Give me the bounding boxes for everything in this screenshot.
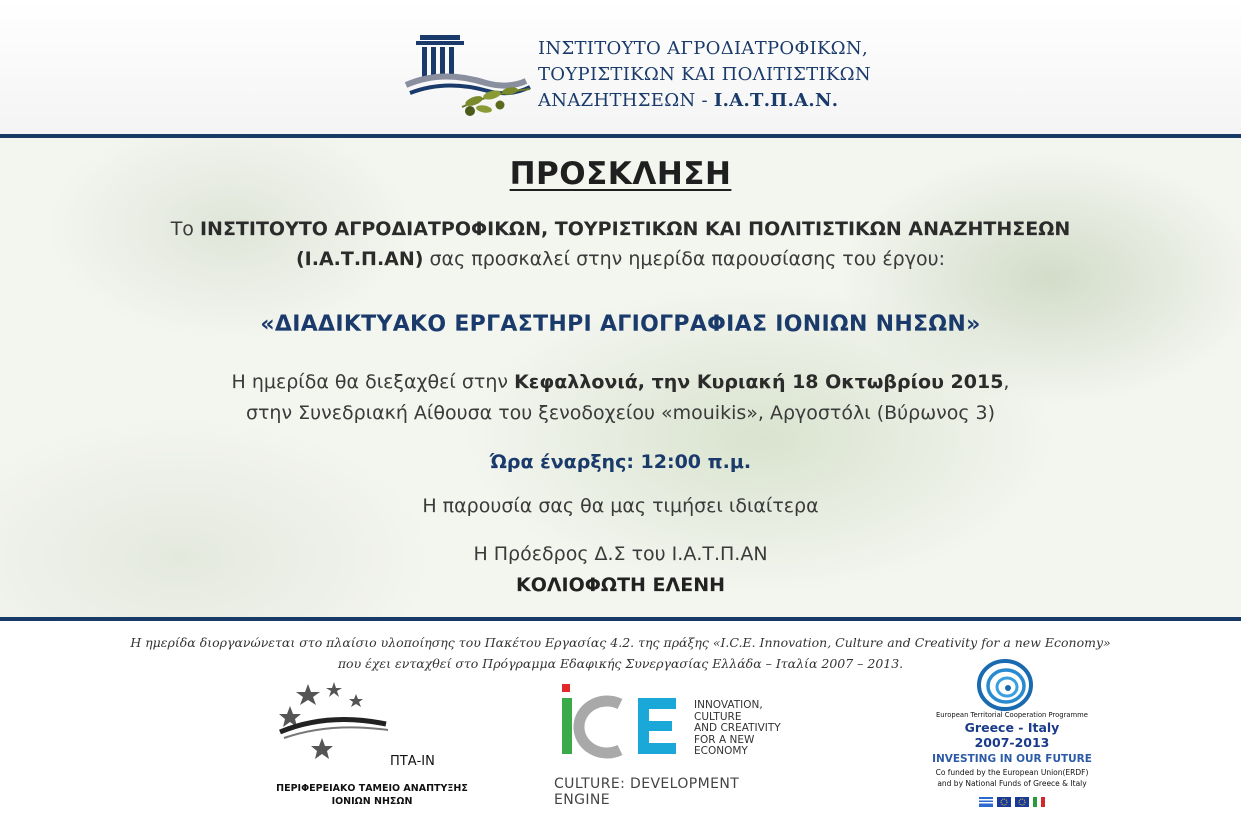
venue-comma: , [1003,371,1010,393]
pta-in-caption [272,782,472,808]
intro-line-1 [0,218,1241,240]
greece-italy-logo [922,655,1102,815]
ice-tagline-4: FOR A NEW [694,733,755,746]
header-title-abbr: Ι.Α.Τ.Π.Α.Ν. [713,90,839,111]
cofund-line-1: Co funded by the European Union(ERDF) [935,768,1089,777]
header-title-line-1: ΙΝΣΤΙΤΟΥΤΟ ΑΓΡΟΔΙΑΤΡΟΦΙΚΩΝ, [538,38,868,59]
pta-caption-line-2: ΙΟΝΙΩΝ ΝΗΣΩΝ [331,796,413,807]
signature-role: Η Πρόεδρος Δ.Σ του Ι.Α.Τ.Π.ΑΝ [473,543,768,565]
pta-in-name: ΠΤΑ-ΙΝ [390,754,435,769]
header-title-line-3-prefix: ΑΝΑΖΗΤΗΣΕΩΝ - [538,90,714,111]
stars-swoosh-icon [278,680,398,764]
footer-note-line-1: Η ημερίδα διοργανώνεται στο πλαίσιο υλοποίησης του Πακέτου Εργασίας 4.2. της πράξης «I.C.E. Innovation, Culture and Creativity for a new Economy» [130,635,1111,650]
intro-org-name: ΙΝΣΤΙΤΟΥΤΟ ΑΓΡΟΔΙΑΤΡΟΦΙΚΩΝ, ΤΟΥΡΙΣΤΙΚΩΝ ΚΑΙ ΠΟΛΙΤΙΣΤΙΚΩΝ ΑΝΑΖΗΤΗΣΕΩΝ [199,218,1071,240]
invitation-body [0,138,1241,617]
intro-line-2 [0,248,1241,270]
header-title-line-3 [538,88,871,114]
venue-date: Κεφαλλονιά, την Κυριακή 18 Οκτωβρίου 2015 [514,371,1004,393]
intro-org-abbr: (Ι.Α.Τ.Π.ΑΝ) [295,248,424,270]
start-time: Ώρα έναρξης: 12:00 π.μ. [489,451,752,473]
ice-tagline [694,700,781,758]
ice-logo [550,680,800,808]
intro-suffix: σας προσκαλεί στην ημερίδα παρουσίασης του έργου: [423,248,945,270]
project-title: «ΔΙΑΔΙΚΤΥΑΚΟ ΕΡΓΑΣΤΗΡΙ ΑΓΙΟΓΡΑΦΙΑΣ ΙΟΝΙΩΝ ΝΗΣΩΝ» [260,312,981,337]
header [0,0,1241,134]
venue-prefix: Η ημερίδα θα διεξαχθεί στην [231,371,515,393]
programme-years: 2007-2013 [974,735,1050,750]
programme-label: European Territorial Cooperation Programme [936,711,1088,719]
institute-logo-icon [402,25,534,121]
header-title-line-2: ΤΟΥΡΙΣΤΙΚΩΝ ΚΑΙ ΠΟΛΙΤΙΣΤΙΚΩΝ [538,64,871,85]
spiral-icon [975,657,1035,713]
venue-line-1 [0,371,1241,393]
ice-tagline-2: CULTURE [694,710,742,723]
investing-slogan: INVESTING IN OUR FUTURE [932,753,1092,765]
invitation-title: ΠΡΟΣΚΛΗΣΗ [509,156,732,192]
ice-tagline-1: INNOVATION, [694,699,763,711]
cofund-line-2: and by National Funds of Greece & Italy [937,779,1087,788]
ice-tagline-3: AND CREATIVITY [694,722,781,734]
pta-in-logo [272,680,472,816]
programme-name: Greece - Italy [964,720,1060,735]
ice-mark-icon [554,682,684,762]
institute-name [538,36,871,114]
pta-caption-line-1: ΠΕΡΙΦΕΡΕΙΑΚΟ ΤΑΜΕΙΟ ΑΝΑΠΤΥΞΗΣ [276,783,468,794]
ice-tagline-5: ECONOMY [694,745,748,757]
honor-line: Η παρουσία σας θα μας τιμήσει ιδιαίτερα [422,495,819,517]
flags-icon [979,797,1045,807]
footer-divider [0,617,1241,621]
intro-prefix: Το [170,218,200,240]
footer-note-line-2: που έχει ενταχθεί στο Πρόγραμμα Εδαφικής Συνεργασίας Ελλάδα – Ιταλία 2007 – 2013. [337,656,904,671]
ice-culture-slogan: CULTURE: DEVELOPMENT ENGINE [554,776,740,808]
signature-name: ΚΟΛΙΟΦΩΤΗ ΕΛΕΝΗ [515,574,726,596]
venue-line-2: στην Συνεδριακή Αίθουσα του ξενοδοχείου «mouikis», Αργοστόλι (Βύρωνος 3) [245,402,996,424]
